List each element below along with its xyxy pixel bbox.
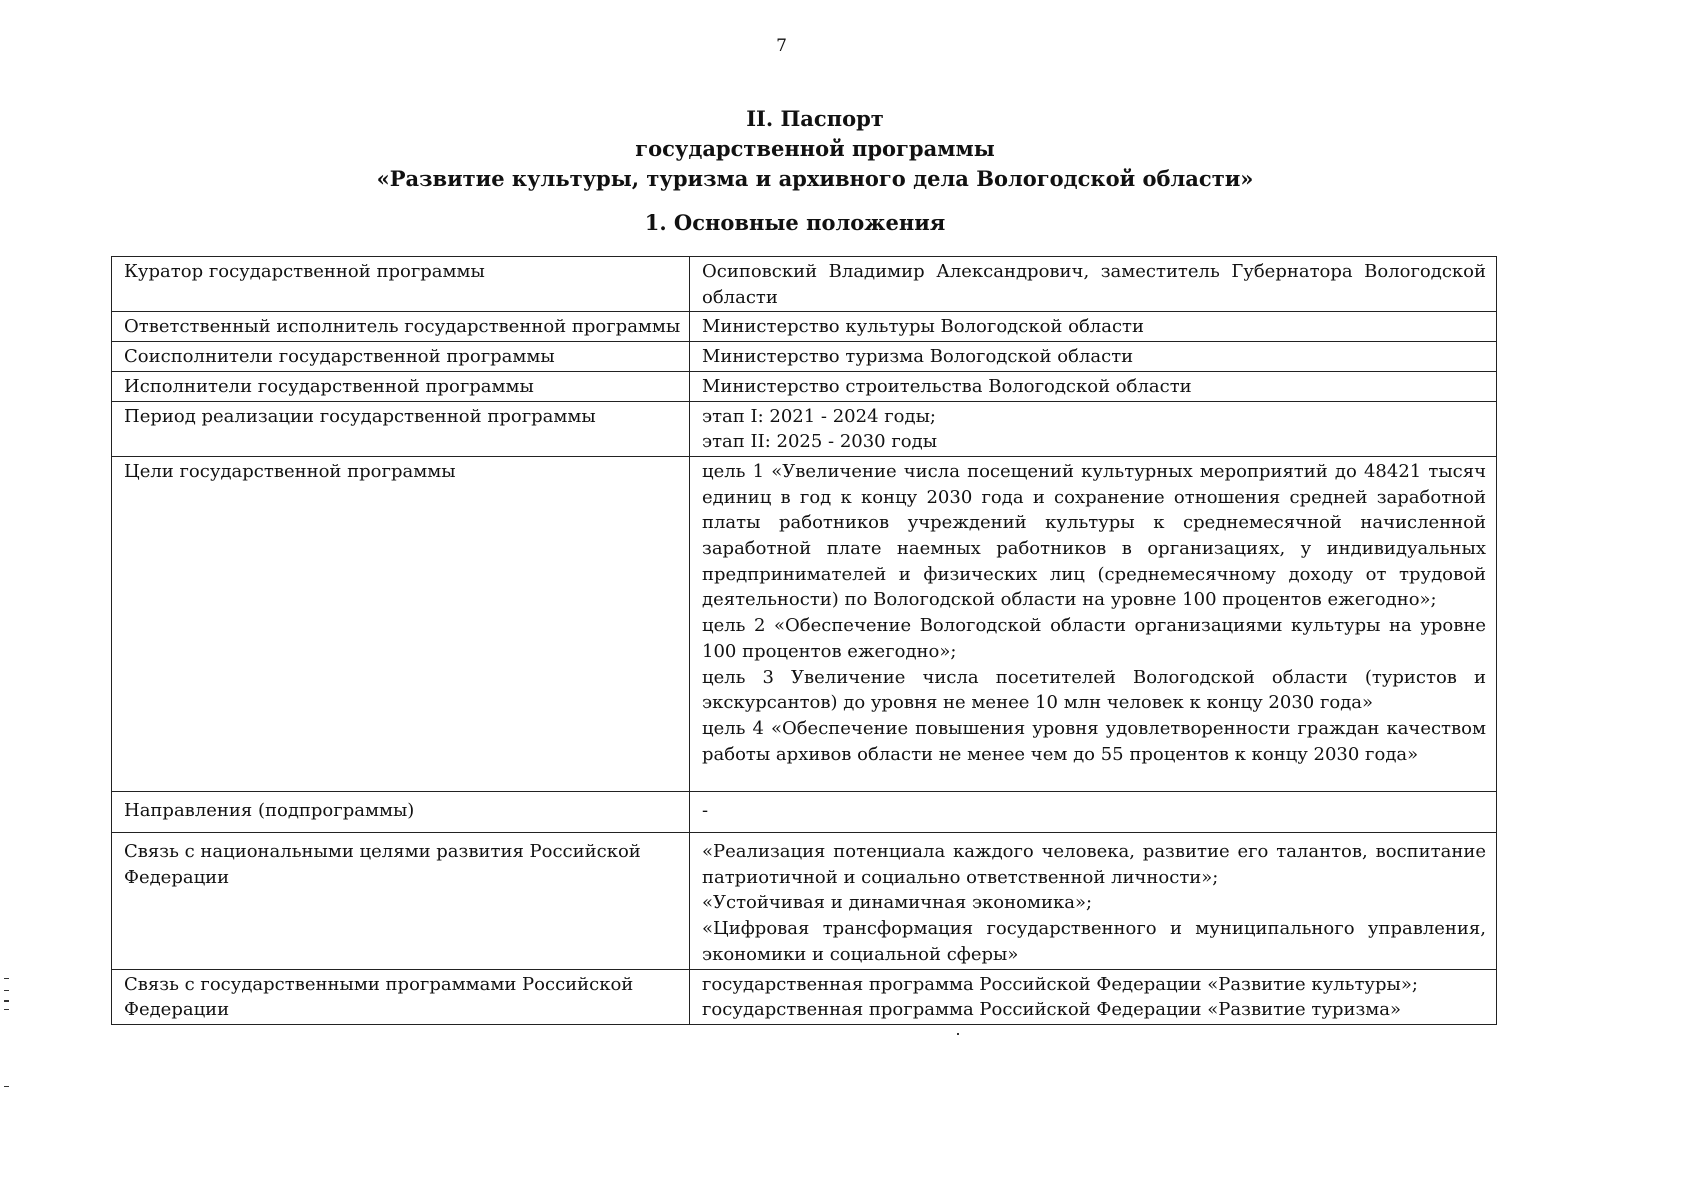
row-label: Связь с государственными программами Российской Федерации (112, 969, 690, 1024)
value-line: Министерство строительства Вологодской области (702, 375, 1192, 397)
row-label: Связь с национальными целями развития Российской Федерации (112, 833, 690, 970)
value-line: Министерство культуры Вологодской области (702, 316, 1145, 338)
value-line: цель 2 «Обеспечение Вологодской области организациями культуры на уровне 100 процентов ежегодно»; (702, 615, 1486, 662)
value-line: - (702, 800, 709, 822)
table-row (112, 401, 1497, 456)
table-row (112, 371, 1497, 401)
scan-artifact (4, 990, 9, 991)
row-label: Исполнители государственной программы (112, 371, 690, 401)
table-row (112, 969, 1497, 1024)
table-row (112, 833, 1497, 970)
value-line: «Устойчивая и динамичная экономика»; (702, 892, 1093, 914)
table-row (112, 312, 1497, 342)
heading-line-1: II. Паспорт (746, 106, 884, 131)
value-line: «Реализация потенциала каждого человека, развитие его талантов, воспитание патриотичной и социально ответственной личности»; (702, 841, 1486, 888)
row-label: Куратор государственной программы (112, 257, 690, 312)
value-line: цель 3 Увеличение числа посетителей Вологодской области (туристов и экскурсантов) до уровня не менее 10 млн человек к концу 2030 года» (702, 666, 1486, 714)
value-line: Осиповский Владимир Александрович, заместитель Губернатора Вологодской области (702, 261, 1486, 308)
page-number: 7 (776, 36, 787, 56)
scan-artifact (957, 1033, 959, 1035)
table-row (112, 342, 1497, 372)
table-row (112, 792, 1497, 833)
row-value (690, 342, 1497, 372)
row-value (690, 833, 1497, 970)
value-line: цель 1 «Увеличение числа посещений культурных мероприятий до 48421 тысяч единиц в год к концу 2030 года и сохранение отношения средней заработной платы работников учреждений культуры к среднемесячной начисленной заработной плате наемных работников в организациях, у индивидуальных предпринимателей и физических лиц (среднемесячному доходу от трудовой деятельности) по Вологодской области на уровне 100 процентов ежегодно»; (702, 460, 1486, 611)
table-row (112, 456, 1497, 791)
value-line: «Цифровая трансформация государственного и муниципального управления, экономики и социальной сферы» (702, 918, 1486, 965)
row-value (690, 969, 1497, 1024)
scan-artifact (4, 978, 9, 979)
section-title: 1. Основные положения (644, 210, 946, 235)
value-line: этап I: 2021 - 2024 годы; (702, 405, 936, 427)
table-row (112, 257, 1497, 312)
row-value (690, 257, 1497, 312)
row-value (690, 456, 1497, 791)
heading-line-3: «Развитие культуры, туризма и архивного дела Вологодской области» (376, 166, 1254, 191)
row-label: Соисполнители государственной программы (112, 342, 690, 372)
value-line: государственная программа Российской Федерации «Развитие культуры»; (702, 973, 1418, 995)
scan-artifact (4, 1000, 9, 1002)
scan-artifact (4, 1009, 9, 1010)
row-label: Ответственный исполнитель государственной программы (112, 312, 690, 342)
heading-line-2: государственной программы (635, 136, 995, 161)
row-label: Направления (подпрограммы) (112, 792, 690, 833)
row-label: Цели государственной программы (112, 456, 690, 791)
value-line: государственная программа Российской Федерации «Развитие туризма» (702, 999, 1402, 1021)
value-line: этап II: 2025 - 2030 годы (702, 431, 938, 453)
passport-table (111, 256, 1497, 1025)
row-value (690, 792, 1497, 833)
value-line: Министерство туризма Вологодской области (702, 346, 1134, 368)
row-value (690, 312, 1497, 342)
row-value (690, 371, 1497, 401)
value-line: цель 4 «Обеспечение повышения уровня удовлетворенности граждан качеством работы архивов области не менее чем до 55 процентов к концу 2030 года» (702, 717, 1486, 765)
scan-artifact (4, 1086, 9, 1087)
row-label: Период реализации государственной программы (112, 401, 690, 456)
document-heading (0, 104, 1630, 194)
row-value (690, 401, 1497, 456)
